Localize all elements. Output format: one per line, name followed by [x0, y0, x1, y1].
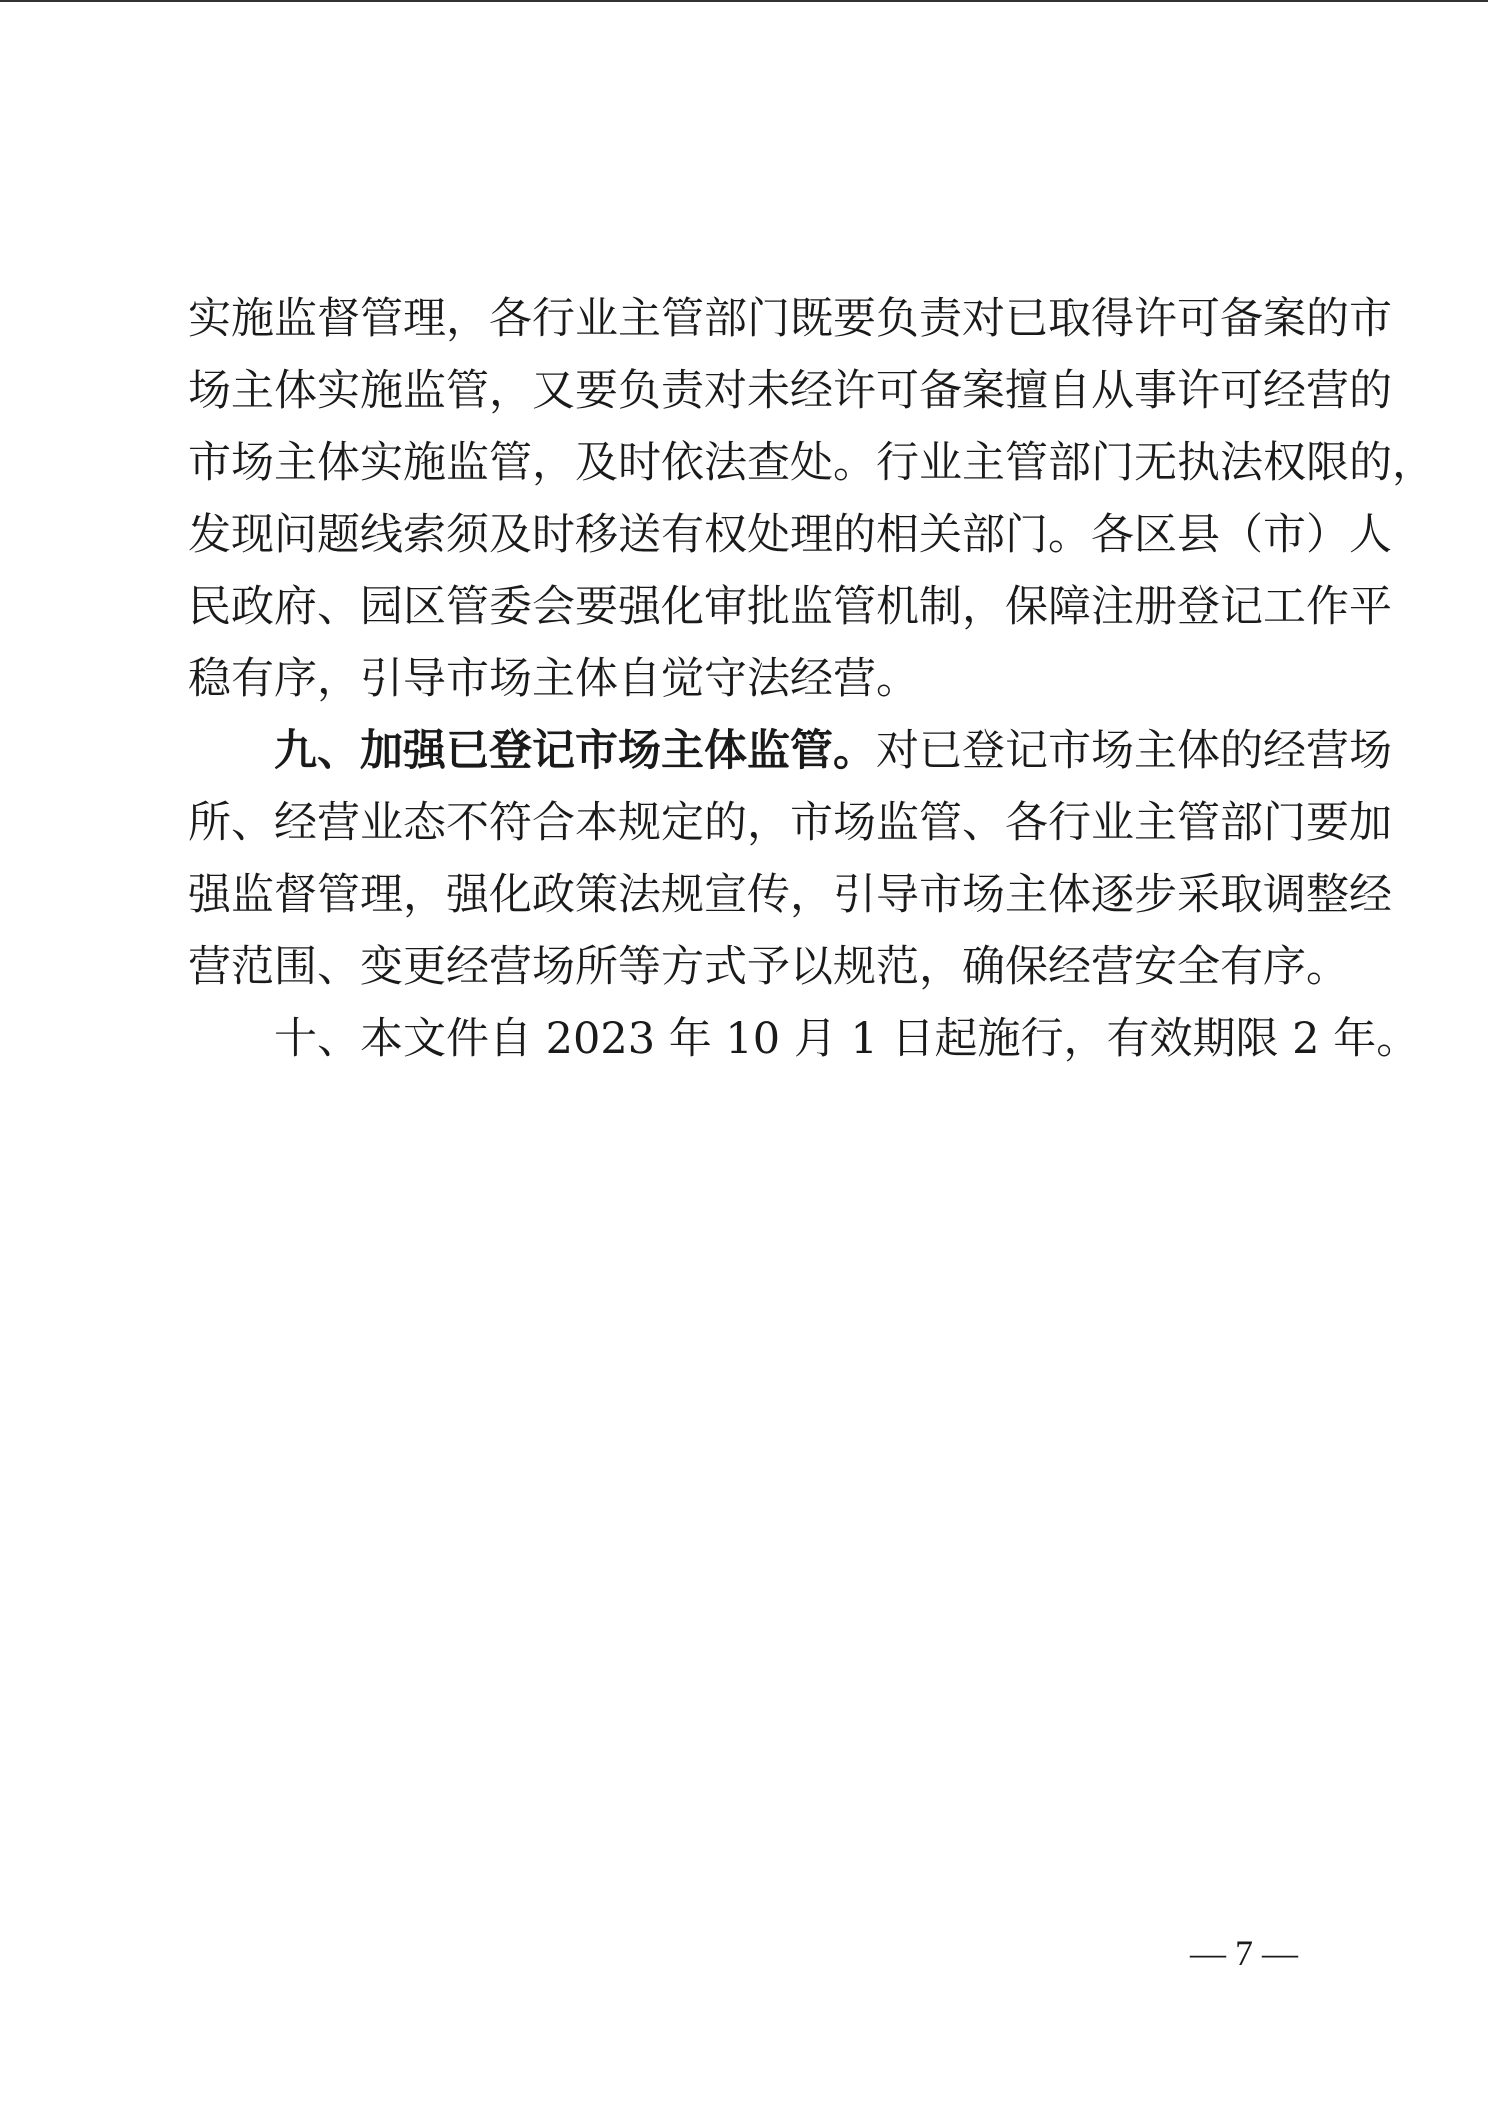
text-line: 民政府、园区管委会要强化审批监管机制，保障注册登记工作平: [188, 582, 1392, 632]
paragraph-effective-date: [188, 1003, 1420, 1075]
section-heading-nine: 九、加强已登记市场主体监管。: [274, 726, 876, 776]
paragraph-supervision-duties: [188, 283, 1435, 715]
text-line: 发现问题线索须及时移送有权处理的相关部门。各区县（市）人: [188, 510, 1392, 560]
text-run: 对已登记市场主体的经营场: [876, 726, 1392, 776]
text-line: 强监督管理，强化政策法规宣传，引导市场主体逐步采取调整经: [188, 870, 1392, 920]
text-line: 场主体实施监管，又要负责对未经许可备案擅自从事许可经营的: [188, 366, 1392, 416]
text-line: 市场主体实施监管，及时依法查处。行业主管部门无执法权限的，: [188, 438, 1435, 488]
text-line: [188, 715, 1392, 787]
text-line: 所、经营业态不符合本规定的，市场监管、各行业主管部门要加: [188, 798, 1392, 848]
section-ten-effective-date: 十、本文件自 2023 年 10 月 1 日起施行，有效期限 2 年。: [274, 1014, 1420, 1064]
paragraph-registered-entity-supervision: [188, 715, 1392, 1003]
text-line: 稳有序，引导市场主体自觉守法经营。: [188, 654, 919, 704]
text-line: 营范围、变更经营场所等方式予以规范，确保经营安全有序。: [188, 942, 1349, 992]
document-body: [188, 283, 1435, 1075]
page-number: — 7 —: [1190, 1933, 1298, 1973]
text-line: 实施监督管理，各行业主管部门既要负责对已取得许可备案的市: [188, 294, 1392, 344]
top-border-line: [0, 0, 1488, 2]
